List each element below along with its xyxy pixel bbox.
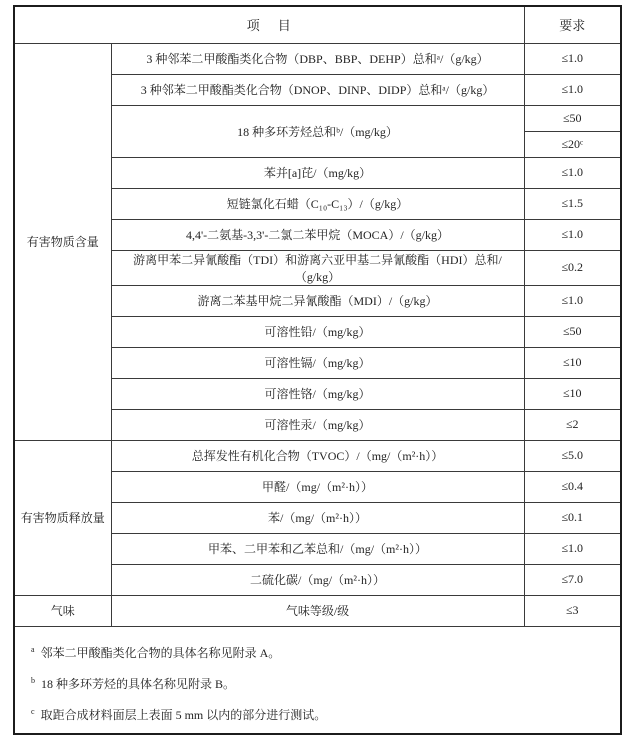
- table-header-row: [14, 6, 621, 43]
- item-cell: 4,4'-二氨基-3,3'-二氯二苯甲烷（MOCA）/（g/kg）: [111, 219, 524, 250]
- table-row: [14, 440, 621, 471]
- footnote-b-text: 18 种多环芳烃的具体名称见附录 B。: [41, 676, 236, 691]
- requirement-cell: ≤10: [524, 347, 621, 378]
- item-cell: 游离甲苯二异氰酸酯（TDI）和游离六亚甲基二异氰酸酯（HDI）总和/（g/kg）: [111, 250, 524, 285]
- footnote-a-marker: a: [31, 644, 35, 654]
- requirement-cell: ≤1.0: [524, 533, 621, 564]
- item-cell: 甲苯、二甲苯和乙苯总和/（mg/（m²·h））: [111, 533, 524, 564]
- item-cell: 苯/（mg/（m²·h））: [111, 502, 524, 533]
- item-cell: 游离二苯基甲烷二异氰酸酯（MDI）/（g/kg）: [111, 285, 524, 316]
- requirement-cell: ≤10: [524, 378, 621, 409]
- table-row: [14, 595, 621, 626]
- requirement-cell: ≤1.0: [524, 219, 621, 250]
- requirement-cell: ≤5.0: [524, 440, 621, 471]
- item-cell: 可溶性铅/（mg/kg）: [111, 316, 524, 347]
- item-cell: 3 种邻苯二甲酸酯类化合物（DNOP、DINP、DIDP）总和ᵃ/（g/kg）: [111, 74, 524, 105]
- footnotes-cell: [14, 626, 621, 734]
- footnote-a: [31, 636, 604, 667]
- item-cell: 气味等级/级: [111, 595, 524, 626]
- requirement-cell: ≤1.0: [524, 43, 621, 74]
- footnotes-row: [14, 626, 621, 734]
- header-item-column: 项 目: [14, 6, 524, 43]
- requirement-cell: ≤1.0: [524, 157, 621, 188]
- category-cell-content: 有害物质含量: [14, 43, 111, 440]
- requirement-cell: ≤7.0: [524, 564, 621, 595]
- item-cell: 二硫化碳/（mg/（m²·h））: [111, 564, 524, 595]
- requirement-cell: ≤20ᶜ: [524, 131, 621, 157]
- requirement-cell: ≤1.0: [524, 74, 621, 105]
- footnote-c-text: 取距合成材料面层上表面 5 mm 以内的部分进行测试。: [40, 707, 327, 722]
- item-cell: 苯并[a]芘/（mg/kg）: [111, 157, 524, 188]
- requirement-cell: ≤50: [524, 316, 621, 347]
- item-cell: 18 种多环芳烃总和ᵇ/（mg/kg）: [111, 105, 524, 157]
- requirement-cell: ≤2: [524, 409, 621, 440]
- footnote-c: [31, 698, 604, 729]
- category-cell-odor: 气味: [14, 595, 111, 626]
- requirement-cell: ≤0.2: [524, 250, 621, 285]
- footnote-b: [31, 667, 604, 698]
- item-cell: 可溶性汞/（mg/kg）: [111, 409, 524, 440]
- requirement-cell: ≤3: [524, 595, 621, 626]
- item-cell: 甲醛/（mg/（m²·h））: [111, 471, 524, 502]
- footnote-a-text: 邻苯二甲酸酯类化合物的具体名称见附录 A。: [40, 645, 281, 660]
- item-cell: 3 种邻苯二甲酸酯类化合物（DBP、BBP、DEHP）总和ᵃ/（g/kg）: [111, 43, 524, 74]
- category-cell-emission: 有害物质释放量: [14, 440, 111, 595]
- table-row: [14, 43, 621, 74]
- item-cell: 短链氯化石蜡（C₁₀-C₁₃）/（g/kg）: [111, 188, 524, 219]
- footnote-c-marker: c: [31, 706, 35, 716]
- item-cell: 可溶性铬/（mg/kg）: [111, 378, 524, 409]
- requirement-cell: ≤0.4: [524, 471, 621, 502]
- item-cell: 可溶性镉/（mg/kg）: [111, 347, 524, 378]
- requirement-cell: ≤1.5: [524, 188, 621, 219]
- requirement-cell: ≤0.1: [524, 502, 621, 533]
- requirements-table: [13, 5, 622, 735]
- header-requirement-column: 要求: [524, 6, 621, 43]
- footnote-b-marker: b: [31, 675, 35, 685]
- item-cell: 总挥发性有机化合物（TVOC）/（mg/（m²·h））: [111, 440, 524, 471]
- requirement-cell: ≤1.0: [524, 285, 621, 316]
- requirement-cell: ≤50: [524, 105, 621, 131]
